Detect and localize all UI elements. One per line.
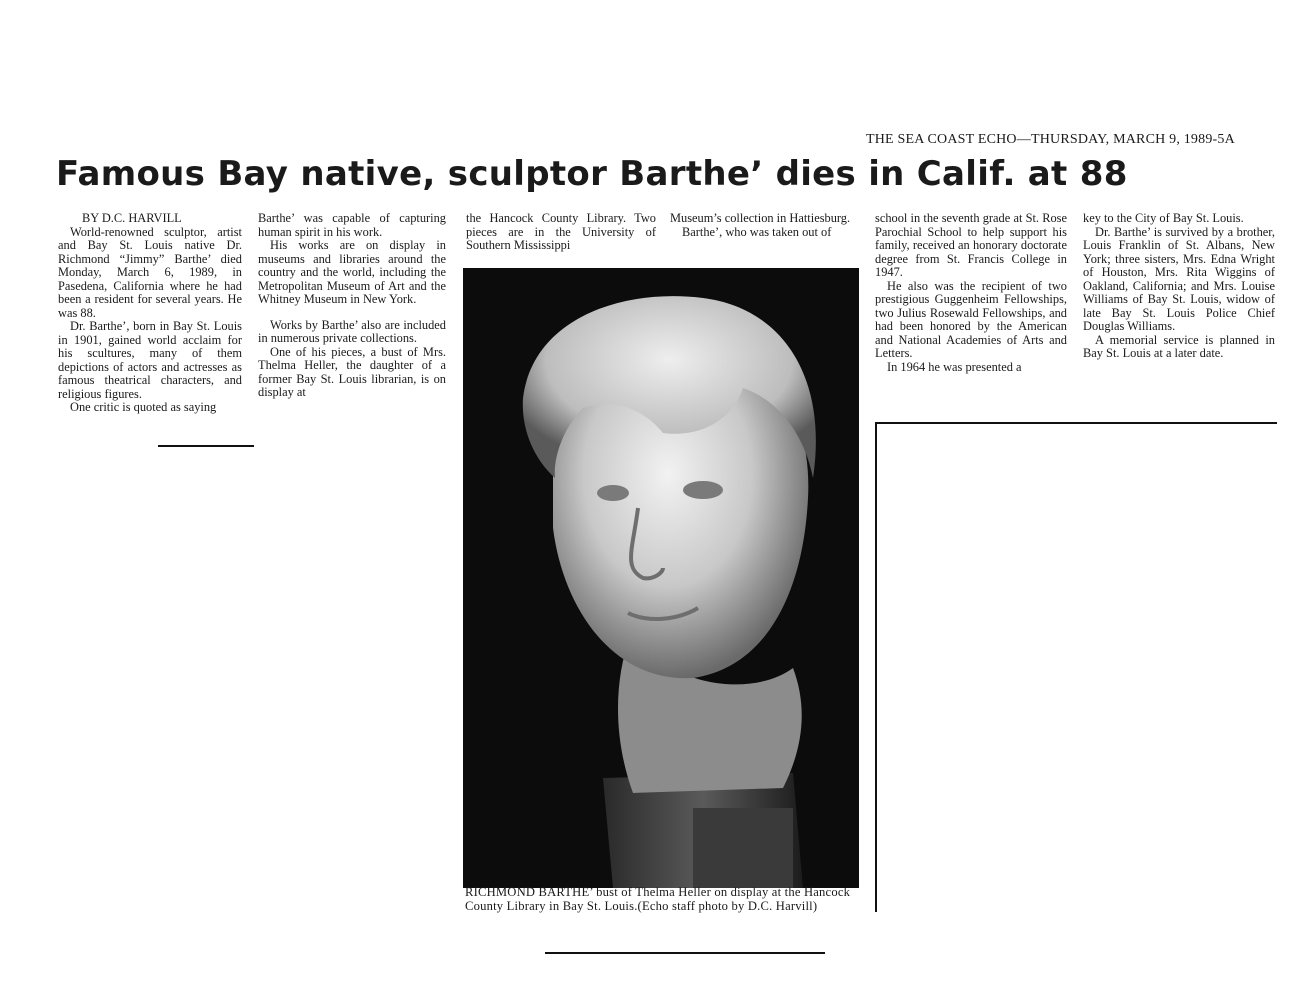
paragraph: school in the seventh grade at St. Rose Parochial School to help support his family, received an honorary doctorate degree from St. Francis College in 1947. [875,211,1067,279]
paragraph: World-renowned sculptor, artist and Bay St. Louis native Dr. Richmond “Jimmy” Barthe’ died Monday, March 6, 1989, in Pasedena, California where he had been a resident for several years. He was 88. [58,224,242,320]
byline: BY D.C. HARVILL [82,211,182,225]
section-divider-rule [875,422,877,912]
paragraph: Dr. Barthe’, born in Bay St. Louis in 1901, gained world acclaim for his scultures, many of them depictions of actors and actresses as famous theatrical characters, and religious figures. [58,319,242,401]
paragraph: He also was the recipient of two prestigious Guggenheim Fellowships, two Julius Rosewald Fellowships, and had been honored by the American and National Academies of Arts and Letters. [875,278,1067,360]
headline: Famous Bay native, sculptor Barthe’ dies in Calif. at 88 [56,154,1128,194]
article-column-5 [875,212,1067,374]
paragraph: key to the City of Bay St. Louis. [1083,211,1244,225]
caption-end-rule [545,952,825,954]
article-column-6 [1083,212,1275,361]
section-divider-rule [875,422,1277,424]
photo-caption: RICHMOND BARTHE’ bust of Thelma Heller on display at the Hancock County Library in Bay St. Louis.(Echo staff photo by D.C. Harvill) [465,885,851,913]
masthead: THE SEA COAST ECHO—THURSDAY, MARCH 9, 1989-5A [866,132,1235,147]
paragraph: Works by Barthe’ also are included in numerous private collections. [258,317,446,345]
article-column-4 [670,212,860,239]
paragraph: Dr. Barthe’ is survived by a brother, Louis Franklin of St. Albans, New York; three sisters, Mrs. Edna Wright of Houston, Mrs. Rita Wiggins of Oakland, California; and Mrs. Louise Williams of Bay St. Louis, widow of late Bay St. Louis Police Chief Douglas Williams. [1083,224,1275,333]
paragraph: One of his pieces, a bust of Mrs. Thelma Heller, the daughter of a former Bay St. Louis librarian, is on display at [258,344,446,399]
article-column-2 [258,212,446,400]
paragraph: His works are on display in museums and libraries around the country and the world, including the Metropolitan Museum of Art and the Whitney Museum in New York. [258,238,446,306]
paragraph: One critic is quoted as saying [70,400,217,414]
paragraph: Museum’s collection in Hattiesburg. [670,211,851,225]
paragraph: A memorial service is planned in Bay St. Louis at a later date. [1083,332,1275,360]
paragraph: In 1964 he was presented a [887,359,1022,374]
bust-image [463,268,859,888]
article-column-3 [466,212,656,253]
paragraph: Barthe’ was capable of capturing human spirit in his work. [258,211,446,239]
article-column-1 [58,212,242,415]
paragraph: the Hancock County Library. Two pieces are in the University of Southern Mississippi [466,211,656,252]
paragraph: Barthe’, who was taken out of [682,224,832,239]
bust-photo [463,268,859,888]
column-end-rule [158,445,254,447]
